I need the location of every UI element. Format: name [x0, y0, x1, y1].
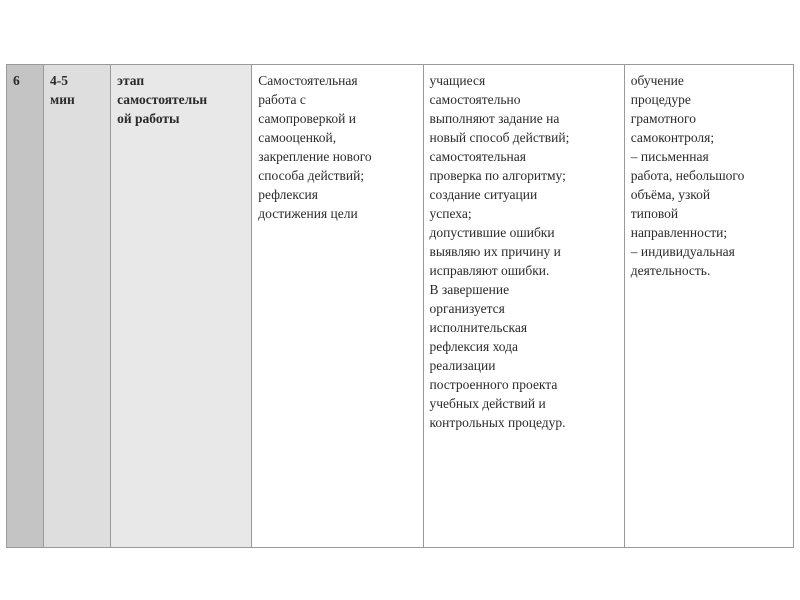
text-line: мин: [50, 92, 75, 107]
text-line: самостоятельная: [429, 149, 526, 164]
stage-text: [117, 71, 247, 128]
text-line: учащиеся: [429, 73, 486, 88]
text-line: объёма, узкой: [630, 187, 711, 202]
text-line: достижения цели: [258, 206, 358, 221]
text-line: ой работы: [117, 111, 180, 126]
control-cell: [624, 65, 793, 548]
text-line: – письменная: [630, 149, 709, 164]
text-line: В завершение: [429, 282, 510, 297]
control-text: [631, 71, 789, 280]
row-number-cell: [7, 65, 44, 548]
row-number: 6: [13, 73, 20, 88]
text-line: – индивидуальная: [630, 244, 735, 259]
text-line: допустившие ошибки: [429, 225, 555, 240]
text-line: рефлексия хода: [429, 339, 519, 354]
text-line: деятельность.: [630, 263, 711, 278]
goal-cell: [252, 65, 423, 548]
text-line: организуется: [429, 301, 505, 316]
text-line: новый способ действий;: [429, 130, 570, 145]
table-row: [7, 65, 794, 548]
text-line: создание ситуации: [429, 187, 538, 202]
text-line: 4-5: [50, 73, 69, 88]
text-line: самоконтроля;: [630, 130, 715, 145]
text-line: самопроверкой и: [258, 111, 356, 126]
activity-cell: [423, 65, 624, 548]
text-line: исполнительская: [429, 320, 528, 335]
text-line: способа действий;: [258, 168, 365, 183]
stage-cell: [111, 65, 252, 548]
text-line: закрепление нового: [258, 149, 372, 164]
time-text: [50, 71, 106, 109]
text-line: проверка по алгоритму;: [429, 168, 566, 183]
text-line: этап: [117, 73, 145, 88]
text-line: выполняют задание на: [429, 111, 560, 126]
text-line: направленности;: [630, 225, 728, 240]
text-line: успеха;: [429, 206, 472, 221]
time-cell: [44, 65, 111, 548]
text-line: построенного проекта: [429, 377, 558, 392]
text-line: работа, небольшого: [630, 168, 745, 183]
text-line: типовой: [630, 206, 679, 221]
text-line: работа с: [258, 92, 306, 107]
text-line: самостоятельн: [117, 92, 208, 107]
text-line: исправляют ошибки.: [429, 263, 550, 278]
goal-text: [258, 71, 418, 223]
text-line: самостоятельно: [429, 92, 521, 107]
text-line: самооценкой,: [258, 130, 337, 145]
text-line: обучение: [630, 73, 684, 88]
lesson-plan-table: [6, 64, 794, 548]
text-line: рефлексия: [258, 187, 318, 202]
text-line: учебных действий и: [429, 396, 546, 411]
text-line: реализации: [429, 358, 496, 373]
text-line: Самостоятельная: [258, 73, 358, 88]
text-line: грамотного: [630, 111, 696, 126]
text-line: процедуре: [630, 92, 691, 107]
activity-text: [430, 71, 620, 432]
text-line: выявляю их причину и: [429, 244, 561, 259]
text-line: контрольных процедур.: [429, 415, 566, 430]
